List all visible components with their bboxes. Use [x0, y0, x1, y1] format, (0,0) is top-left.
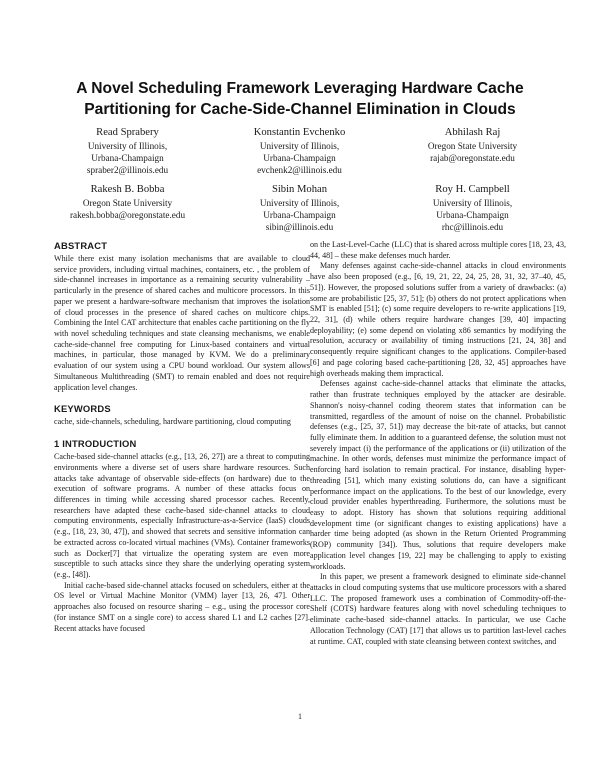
abstract-text: While there exist many isolation mechanisms that are available to cloud service providers, including virtual machines, containers, etc. , the problem of side-channel increases in importance as a remaining security vulnerability – particularly in the presence of shared caches and multicore processors. In this paper we present a hardware-software mechanism that improves the isolation of cloud processes in the presence of shared caches on multicore chips. Combining the Intel CAT architecture that enables cache partitioning on the fly with novel scheduling techniques and state cleansing mechanisms, we enable cache-side-channel free computing for Linux-based containers and virtual machines, in particular, those managed by KVM. We do a preliminary evaluation of our system using a CPU bound workload. Our system allows Simultaneous Multithreading (SMT) to remain enabled and does not require application level changes. [54, 254, 310, 392]
right-paragraph-3: In this paper, we present a framework designed to eliminate side-channel attacks in cloud computing systems that use multicore processors with a shared LLC. The proposed framework uses a combination of Commodity-off-the-Shelf (COTS) hardware features along with novel scheduling techniques to eliminate cache-based side-channel attacks. In particular, we use Cache Allocation Technology (CAT) [17] that allows us to partition last-level caches at runtime. CAT, coupled with state cleansing between context switches, and [310, 572, 566, 646]
right-paragraph-2: Defenses against cache-side-channel attacks that eliminate the attacks, rather than frustrate techniques employed by the attacker are desirable. Shannon's noisy-channel coding theorem states that information can be transmitted, regardless of the amount of noise on the channel. Probabilistic defenses (e.g., [25, 37, 51]) may decrease the bit-rate of attacks, but cannot fully eliminate them. In addition to a guaranteed defense, the solution must not severely impact (i) the performance of the applications or (ii) utilization of the machine. In other words, defenses must minimize the performance impact of enforcing hard isolation to remain practical. For instance, disabling hyper-threading [51], which many existing solutions do, can have a significant performance impact on the applications. To the best of our knowledge, every cloud provider enables hyperthreading. Furthermore, the solutions must be easy to adopt. History has shown that solutions requiring additional development time (or significant changes to existing applications) have a harder time being adopted (as shown in the Return Oriented Programming (ROP) community [34]). Thus, solutions that require developers make application level changes [19, 22] may be challenging to apply to existing workloads. [310, 379, 566, 571]
author-name: Abhilash Raj [444, 127, 501, 138]
author-name: Sibin Mohan [271, 184, 328, 195]
left-column [54, 240, 310, 634]
author-name: Roy H. Campbell [435, 184, 510, 195]
right-paragraph-0: on the Last-Level-Cache (LLC) that is shared across multiple cores [18, 23, 43, 44, 48] – these make defenses much harder. [310, 240, 566, 260]
paper-title: A Novel Scheduling Framework Leveraging Hardware Cache Partitioning for Cache-Side-Channel Elimination in Clouds [76, 80, 524, 118]
author-affiliation-line2: Urbana-Champaign [263, 152, 336, 163]
author-affiliation: Oregon State University [82, 197, 173, 208]
author-name: Rakesh B. Bobba [90, 184, 165, 195]
author-affiliation-line2: Urbana-Champaign [436, 209, 509, 220]
page-number: 1 [298, 712, 302, 721]
author-affiliation: University of Illinois, [259, 140, 340, 151]
author-4 [40, 183, 215, 221]
author-email[interactable]: rajab@oregonstate.edu [430, 152, 515, 163]
intro-paragraph-2: Initial cache-based side-channel attacks focused on schedulers, either at the OS level or Virtual Machine Monitor (VMM) layer [13, 26, 47]. Other approaches also focused on resource sharing – e.g., using the processor core (for instance SMT on a single core) to access shared L1 and L2 caches [27]. Recent attacks have focused [54, 580, 310, 633]
author-affiliation-line2: Urbana-Champaign [263, 209, 336, 220]
author-email[interactable]: rhc@illinois.edu [441, 222, 504, 232]
author-affiliation: University of Illinois, [432, 197, 513, 208]
author-5 [212, 183, 387, 233]
author-affiliation: University of Illinois, [87, 140, 168, 151]
author-email[interactable]: rakesh.bobba@oregonstate.edu [69, 209, 186, 220]
keywords-text: cache, side-channels, scheduling, hardware partitioning, cloud computing [54, 417, 291, 427]
author-1 [40, 126, 215, 176]
author-email[interactable]: sibin@illinois.edu [265, 222, 334, 232]
abstract-heading: ABSTRACT [54, 240, 108, 251]
right-column [310, 240, 566, 647]
intro-paragraph-1: Cache-based side-channel attacks (e.g., [13, 26, 27]) are a threat to computing environments where a diverse set of users share hardware resources. Such attacks take advantage of observable side-effects (on hardware) due to the execution of software programs. A number of these attacks focus on differences in timing while accessing shared processor caches. Recently, researchers have adapted these cache-based side-channel attacks to cloud computing environments, especially Infrastructure-as-a-Service (IaaS) clouds (e.g., [18, 23, 30, 47]), and showed that secrets and sensitive information can be extracted across co-located virtual machines (VMs). Container frameworks such as Docker[7] that virtualize the operating system are even more susceptible to such attacks since they share the underlying operating system (e.g., [48]). [54, 452, 310, 579]
author-email[interactable]: spraber2@illinois.edu [86, 165, 169, 175]
author-affiliation: Oregon State University [427, 140, 518, 151]
author-name: Read Sprabery [96, 127, 159, 138]
author-affiliation: University of Illinois, [259, 197, 340, 208]
author-email[interactable]: evchenk2@illinois.edu [257, 165, 342, 175]
author-6 [385, 183, 560, 233]
author-affiliation-line2: Urbana-Champaign [91, 152, 164, 163]
author-name: Konstantin Evchenko [253, 127, 346, 138]
right-paragraph-1: Many defenses against cache-side-channel attacks in cloud environments have also been proposed (e.g., [6, 19, 21, 22, 24, 25, 28, 31, 32, 37–40, 45, 51]). However, the proposed solutions suffer from a variety of drawbacks: (a) some are probabilistic [25, 37, 51]; (b) others do not protect applications when SMT is enabled [51]; (c) some require developers to re-write applications [19, 22, 31], (d) while others require hardware changes [39, 40] impacting deployability; (e) some depend on violating x86 semantics by modifying the resolution, accuracy or availability of timing instructions [21, 24, 38] and consequently require significant changes to the applications. Compiler-based [6] and page coloring based cache-partitioning [28, 32, 45] approaches have high overheads making them impractical. [310, 261, 566, 378]
author-2 [212, 126, 387, 176]
keywords-heading: KEYWORDS [54, 403, 111, 415]
introduction-heading: 1 INTRODUCTION [54, 438, 137, 450]
author-3 [385, 126, 560, 164]
